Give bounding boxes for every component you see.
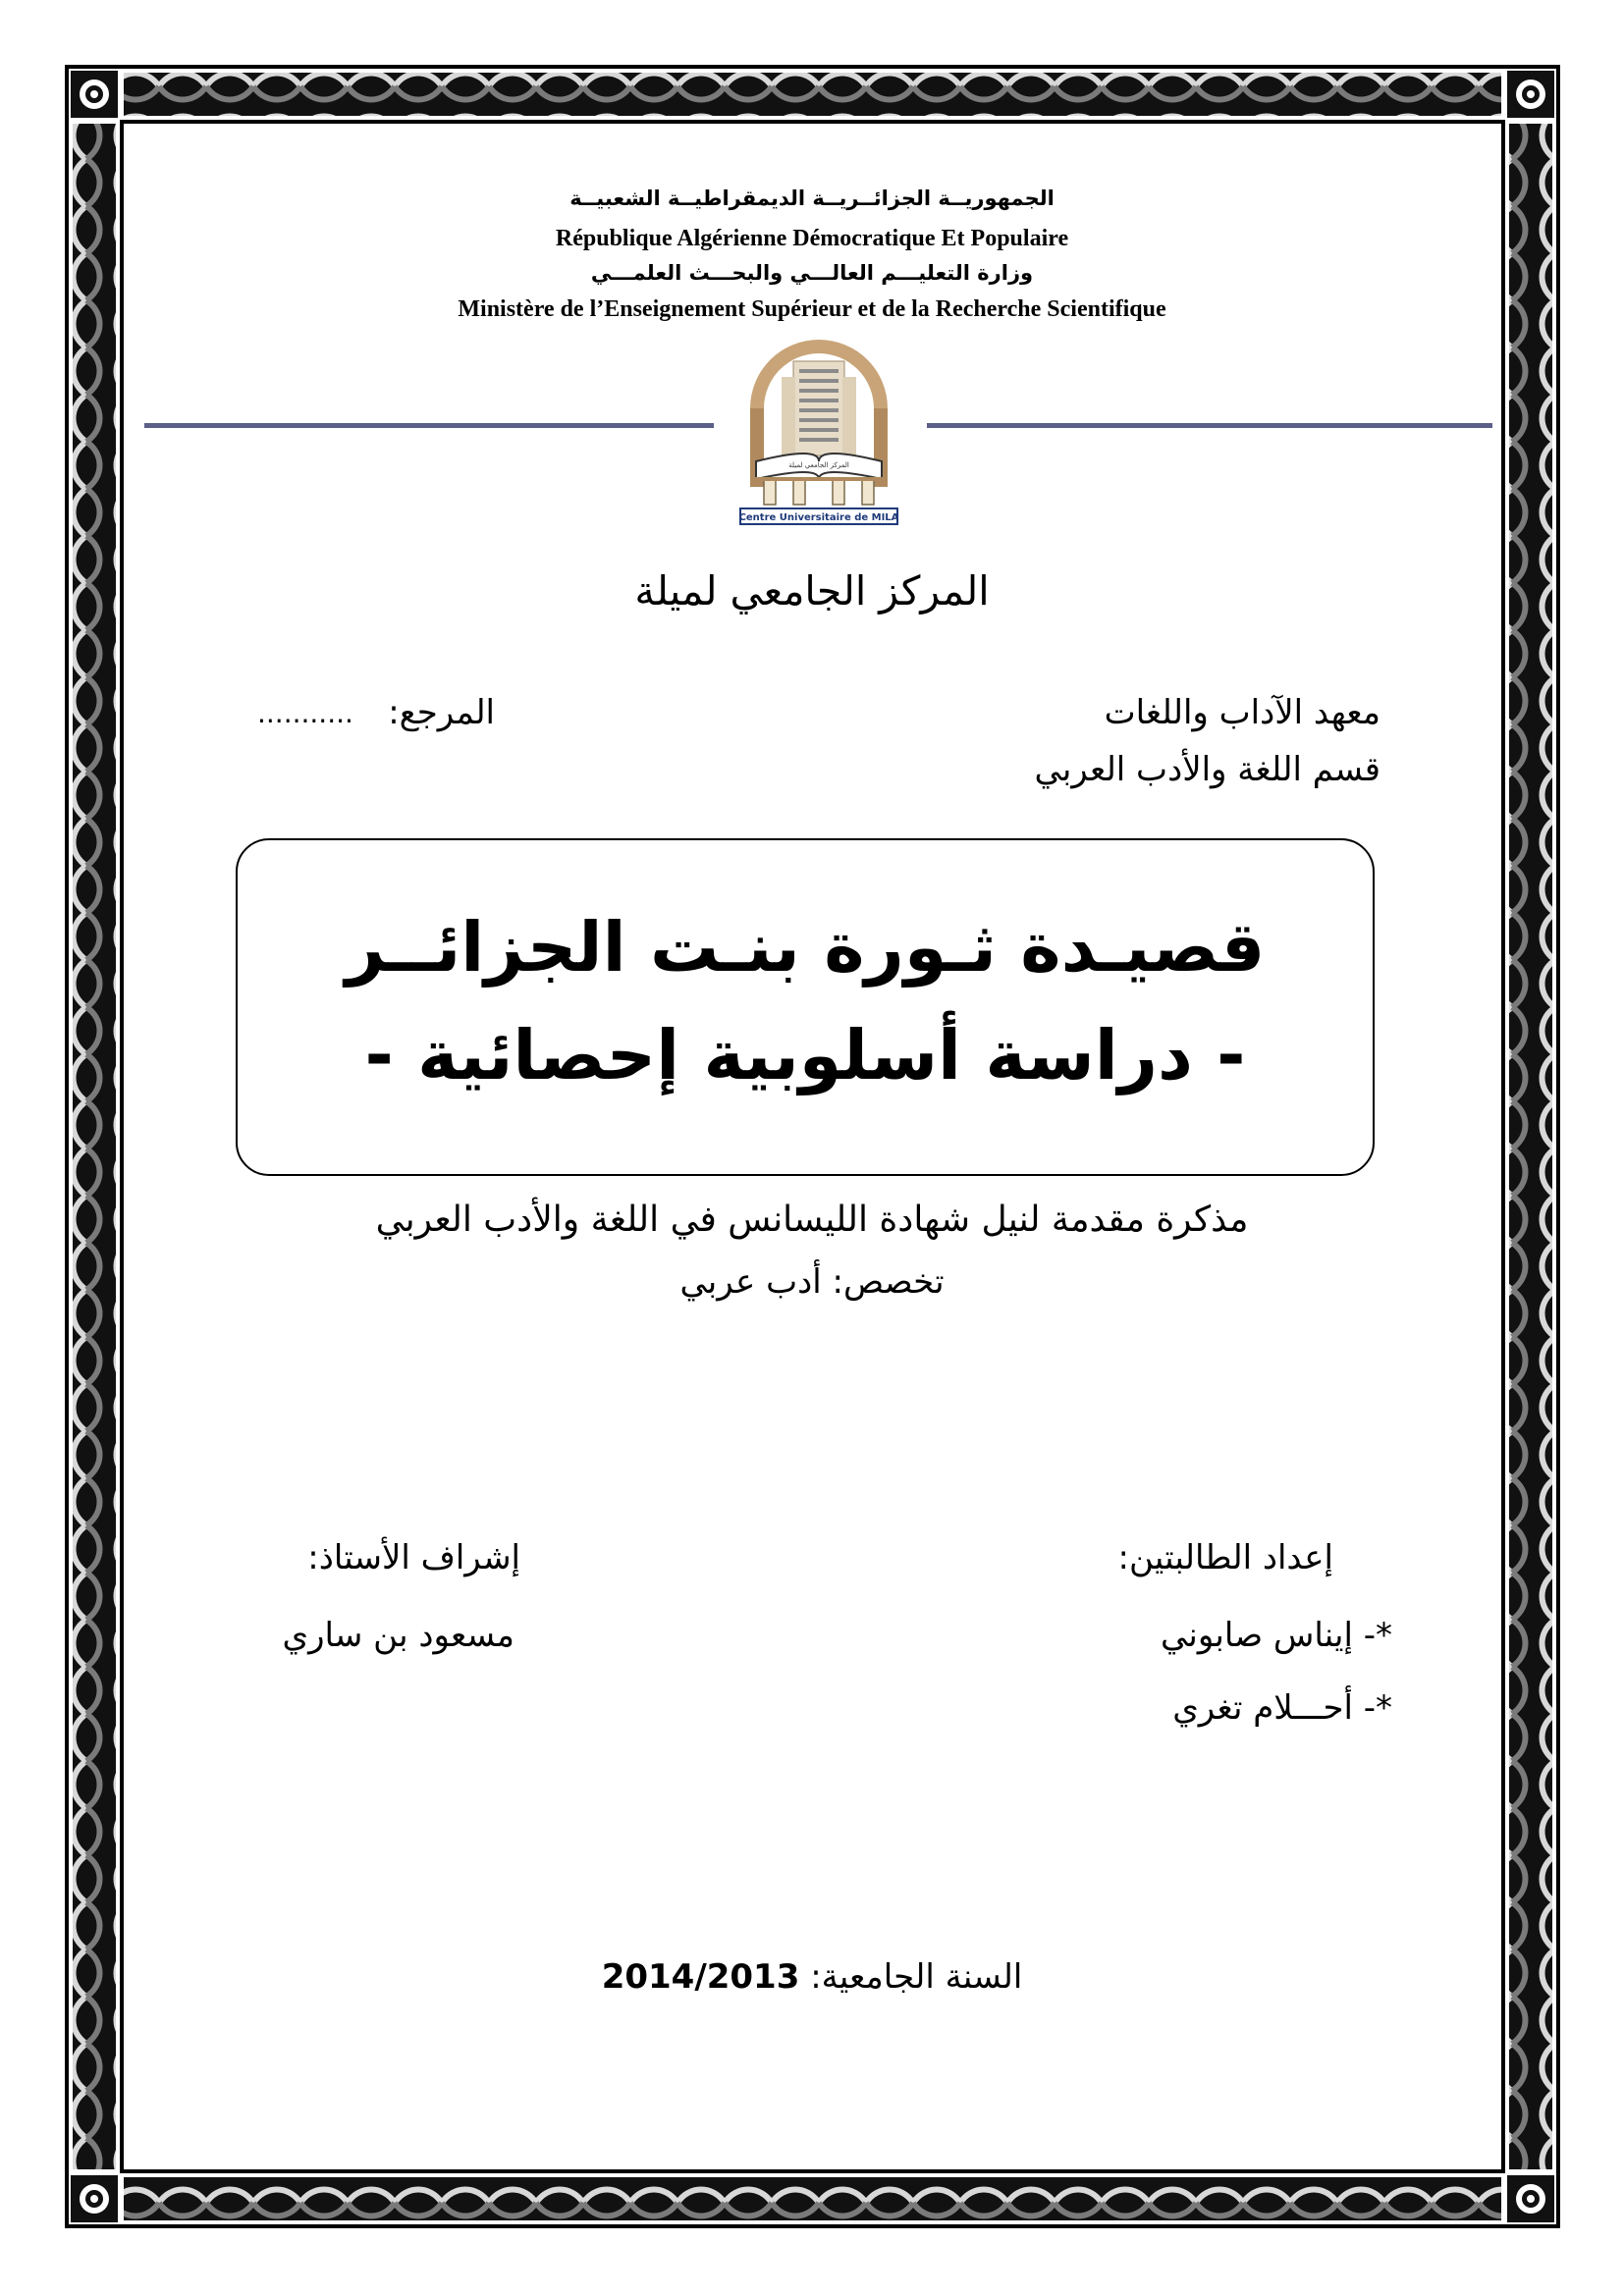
ministry-name-french: Ministère de l’Enseignement Supérieur et de la Recherche Scientifique <box>458 296 1166 322</box>
student-name-2: *- أحـــلام تغري <box>1172 1688 1392 1728</box>
academic-year-value: 2014/2013 <box>601 1957 800 1997</box>
header-divider-right <box>927 423 1492 428</box>
thesis-title-line1: قصيـدة ثـورة بنـت الجزائــر <box>345 907 1266 988</box>
republic-name-arabic: الجمهوريــة الجزائــريــة الديمقراطيــة الشعبيــة <box>569 187 1055 210</box>
republic-name-french: République Algérienne Démocratique Et Populaire <box>555 226 1069 251</box>
academic-year-label: السنة الجامعية: <box>810 1957 1023 1997</box>
institute-name: معهد الآداب واللغات <box>1104 693 1380 732</box>
corner-ornament-bottom-left <box>71 2175 118 2222</box>
reference-label: المرجع: <box>388 693 495 732</box>
corner-ornament-top-right <box>1507 71 1554 118</box>
thesis-title-line2: - دراسة أسلوبية إحصائية - <box>364 1015 1246 1095</box>
students-label: إعداد الطالبتين: <box>1117 1538 1333 1577</box>
university-center-name: المركز الجامعي لميلة <box>634 567 990 614</box>
supervisor-label: إشراف الأستاذ: <box>307 1538 520 1577</box>
corner-ornament-bottom-right <box>1507 2175 1554 2222</box>
logo-banner-text: Centre Universitaire de MILA <box>738 512 899 523</box>
thesis-specialty: تخصص: أدب عربي <box>679 1262 945 1302</box>
ministry-name-arabic: وزارة التعليـــم العالـــي والبحـــث العلمـــي <box>590 261 1034 285</box>
supervisor-name: مسعود بن ساري <box>282 1616 514 1655</box>
header-divider-left <box>144 423 714 428</box>
department-name: قسم اللغة والأدب العربي <box>1034 750 1380 789</box>
university-logo <box>731 340 907 526</box>
thesis-description: مذكرة مقدمة لنيل شهادة الليسانس في اللغة والأدب العربي <box>375 1200 1249 1240</box>
reference-value: ........... <box>257 697 353 729</box>
academic-year <box>0 1957 1624 1997</box>
thesis-title-box <box>236 838 1375 1176</box>
corner-ornament-top-left <box>71 71 118 118</box>
logo-book-text: المركز الجامعي لميلة <box>788 461 849 469</box>
student-name-1: *- إيناس صابوني <box>1161 1616 1392 1655</box>
